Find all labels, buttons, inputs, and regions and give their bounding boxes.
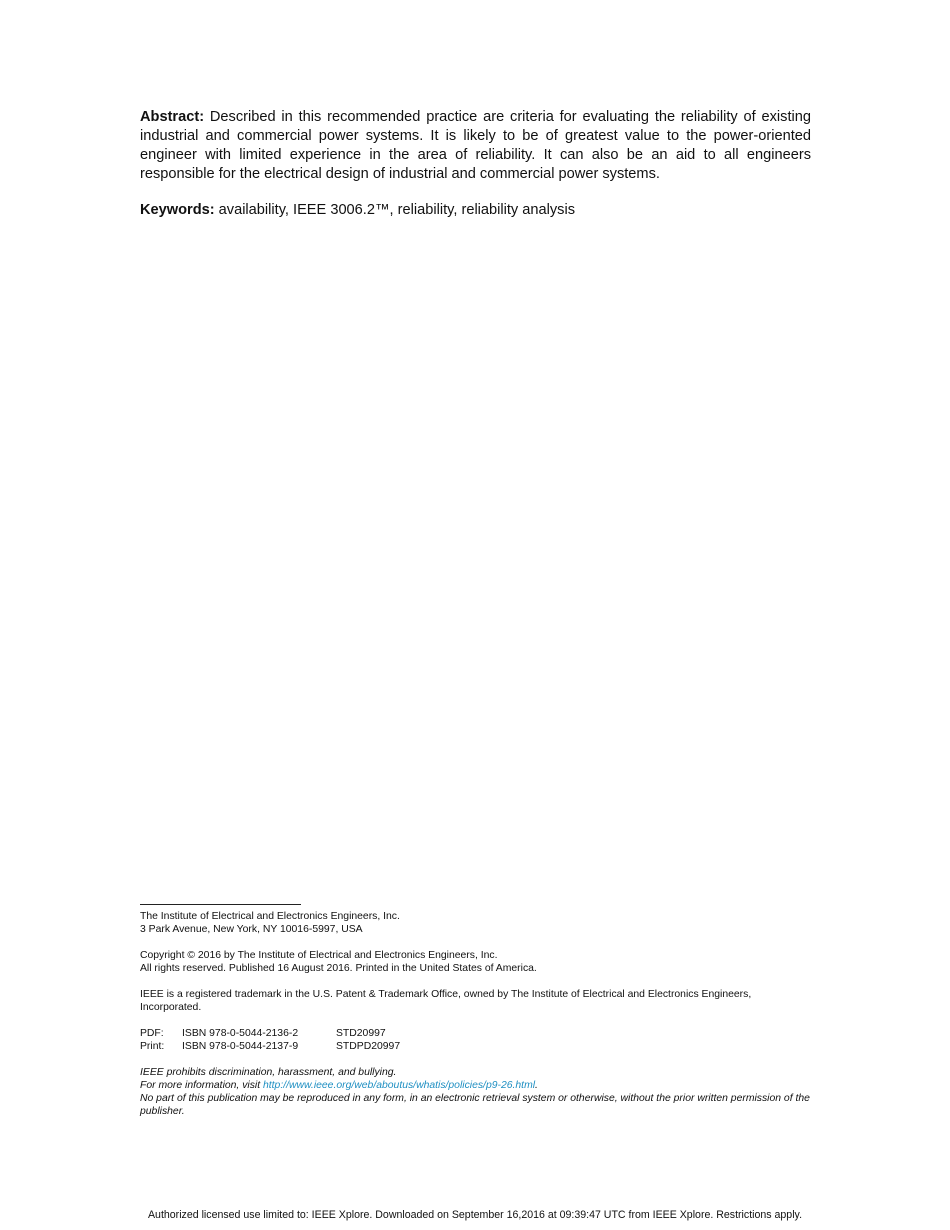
publisher-address: 3 Park Avenue, New York, NY 10016-5997, USA (140, 924, 363, 935)
isbn-kind: PDF: (140, 1028, 164, 1039)
policy-statement: IEEE prohibits discrimination, harassment, and bullying. (140, 1067, 397, 1078)
isbn-number: ISBN 978-0-5044-2137-9 (182, 1041, 299, 1052)
keywords-text: availability, IEEE 3006.2™, reliability, reliability analysis (214, 202, 576, 218)
abstract-label: Abstract: (140, 109, 205, 125)
isbn-row-print (140, 1040, 400, 1053)
isbn-kind: Print: (140, 1041, 165, 1052)
isbn-row-pdf (140, 1027, 400, 1040)
footnote-divider (140, 904, 301, 905)
publication-info (140, 910, 815, 1118)
policy-notice (140, 1066, 815, 1118)
policy-more-prefix: For more information, visit (140, 1080, 263, 1091)
policy-link[interactable]: http://www.ieee.org/web/aboutus/whatis/policies/p9-26.html (263, 1080, 536, 1091)
copyright-info (140, 949, 815, 975)
isbn-table (140, 1027, 400, 1053)
policy-more-suffix: . (535, 1080, 538, 1091)
reproduction-notice: No part of this publication may be reproduced in any form, in an electronic retrieval system or otherwise, without the prior written permission of the publisher. (140, 1093, 810, 1117)
copyright-line: Copyright © 2016 by The Institute of Electrical and Electronics Engineers, Inc. (140, 950, 498, 961)
isbn-code: STDPD20997 (336, 1041, 401, 1052)
license-notice: Authorized licensed use limited to: IEEE Xplore. Downloaded on September 16,2016 at 09:39:47 UTC from IEEE Xplore. Restrictions apply. (147, 1209, 803, 1221)
publisher-info (140, 910, 815, 936)
abstract-text: Described in this recommended practice are criteria for evaluating the reliability of existing industrial and commercial power systems. It is likely to be of greatest value to the power-oriented engineer with limited experience in the area of reliability. It can also be an aid to all engineers responsible for the electrical design of industrial and commercial power systems. (140, 109, 811, 182)
keywords-label: Keywords: (140, 202, 215, 218)
isbn-code: STD20997 (336, 1028, 386, 1039)
keywords-paragraph (140, 201, 811, 220)
isbn-number: ISBN 978-0-5044-2136-2 (182, 1028, 299, 1039)
rights-line: All rights reserved. Published 16 August 2016. Printed in the United States of America. (140, 963, 537, 974)
trademark-notice: IEEE is a registered trademark in the U.S. Patent & Trademark Office, owned by The Institute of Electrical and Electronics Engineers, Incorporated. (140, 989, 752, 1013)
publisher-name: The Institute of Electrical and Electronics Engineers, Inc. (140, 911, 400, 922)
abstract-paragraph (140, 108, 811, 184)
